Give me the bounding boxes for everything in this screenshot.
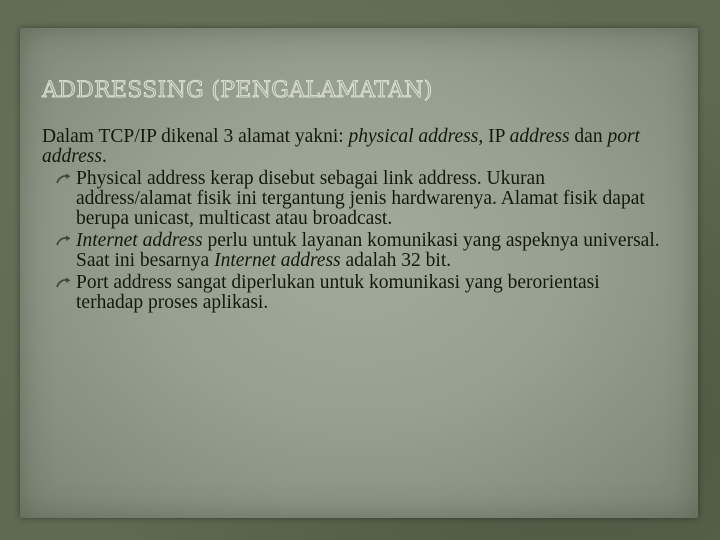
list-item (42, 273, 662, 313)
intro-text-3: dan (569, 126, 608, 147)
curved-arrow-icon (56, 277, 72, 289)
point-text: Port address sangat diperlukan untuk komunikasi yang berorientasi terhadap proses aplikasi. (76, 272, 600, 313)
point-italic-internet-1: Internet address (76, 230, 203, 251)
intro-italic-address: address (509, 126, 570, 147)
point-italic-internet-2: Internet address (214, 250, 341, 271)
list-item (42, 169, 662, 229)
curved-arrow-icon (56, 173, 72, 185)
list-item (42, 231, 662, 271)
bullet-list (42, 169, 662, 313)
slide-title: ADDRESSING (PENGALAMATAN) (42, 78, 433, 103)
intro-text-4: . (101, 146, 107, 167)
slide-body (42, 127, 662, 315)
curved-arrow-icon (56, 235, 72, 247)
intro-text-2: , IP (478, 126, 510, 147)
intro-paragraph (42, 127, 662, 167)
point-text: perlu untuk layanan komunikasi yang aspeknya universal. Saat ini besarnya (76, 230, 660, 271)
point-text-tail: adalah 32 bit. (340, 250, 452, 271)
intro-italic-physical: physical address (348, 126, 479, 147)
intro-italic-port: port address (42, 126, 640, 167)
intro-text-1: Dalam TCP/IP dikenal 3 alamat yakni: (42, 126, 349, 147)
point-text: Physical address kerap disebut sebagai link address. Ukuran address/alamat fisik ini tergantung jenis hardwarenya. Alamat fisik dapat berupa unicast, multicast atau broadcast. (76, 168, 645, 229)
